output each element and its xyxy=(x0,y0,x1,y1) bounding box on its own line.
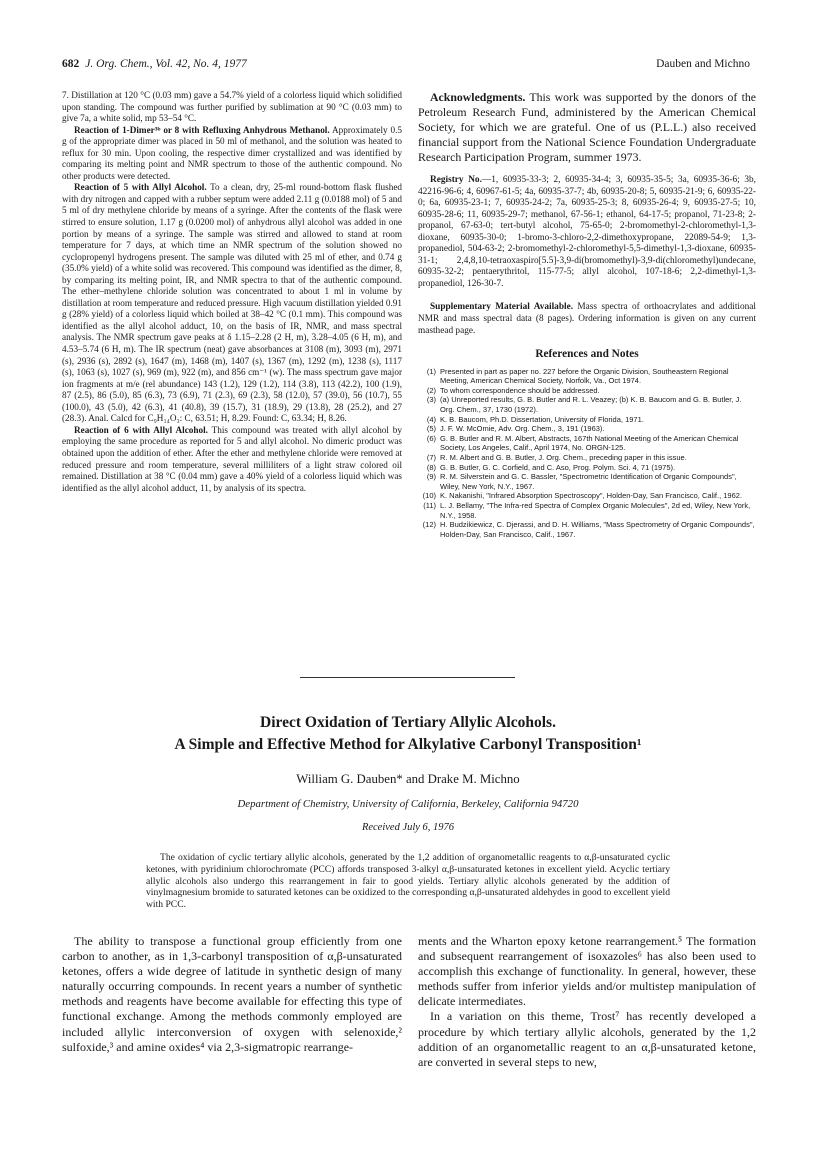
reference-number: (7) xyxy=(426,453,436,462)
reference-item xyxy=(418,424,756,434)
section-divider xyxy=(300,677,515,678)
reference-number: (6) xyxy=(426,433,436,443)
experimental-paragraph: Reaction of 1-Dimer³ᵇ or 8 with Refluxing Anhydrous Methanol. Approximately 0.5 g of the appropriate dimer was placed in 50 ml of methanol, and the solution was heated to reflux for 30 min. Upon cooling, the respective dimer crystallized and was identified by comparing its melting point and NMR spectrum to those of the authentic compound. No other products were detected. xyxy=(62,124,402,181)
section-heading: Reaction of 5 with Allyl Alcohol. xyxy=(74,182,207,193)
reference-number: (5) xyxy=(426,424,436,434)
registry-numbers: Registry No.—1, 60935-33-3; 2, 60935-34-4; 3, 60935-35-5; 3a, 60935-36-6; 3b, 42216-96-6; 4, 60967-61-5; 4a, 60935-37-7; 4b, 60935-20-8; 5, 60935-21-9; 6, 60935-22-0; 6a, 60935-23-1; 7, 60935-24-2; 7a, 60935-25-3; 8, 60935-26-4; 9, 60935-27-5; 10, 60935-28-6; 11, 60935-29-7; methanol, 67-56-1; ethanol, 64-17-5; propanol, 71-23-8; 2-propanol, 67-63-0; tert-butyl alcohol, 75-65-0; 2-bromomethyl-2-chloromethyl-1,3-dioxane, 60935-30-0; 1-bromo-3-chloro-2,2-dimethoxypropane, 22089-54-9; 1,3-propanediol, 504-63-2; 2-bromomethyl-2-chloromethyl-5,5-dimethyl-1,3-dioxane, 60935-31-1; 2,4,8,10-tetraoxaspiro[5.5]-3,9-di(bromomethyl)-3,9-di(chloromethyl)undecane, 60935-32-2; pentaerythritol, 115-77-5; allyl alcohol, 107-18-6; 2,2-dimethyl-1,3-propanediol, 126-30-7. xyxy=(418,175,756,289)
reference-item xyxy=(418,395,756,414)
reference-item xyxy=(418,434,756,453)
right-column xyxy=(418,90,756,539)
received-date: Received July 6, 1976 xyxy=(361,822,455,833)
affiliation: Department of Chemistry, University of California, Berkeley, California 94720 xyxy=(237,798,579,810)
reference-number: (10) xyxy=(422,491,436,501)
body-paragraph: ments and the Wharton epoxy ketone rearrangement.⁵ The formation and subsequent rearrangement of isoxazoles⁶ has also been used to accomplish this exchange of functionality. In general, however, these methods suffer from inferior yields and/or multistep manipulation of delicate intermediates. xyxy=(418,934,756,1009)
acknowledgments: Acknowledgments. This work was supported by the donors of the Petroleum Research Fund, administered by the American Chemical Society, for which we are grateful. One of us (P.L.L.) also received financial support from the National Science Foundation Undergraduate Research Participation Program, summer 1973. xyxy=(418,90,756,164)
reference-text: R. M. Silverstein and G. C. Bassler, "Spectrometric Identification of Organic Compounds", Wiley, New York, N.Y., 1967. xyxy=(440,472,737,491)
experimental-paragraph: Reaction of 5 with Allyl Alcohol. To a clean, dry, 25-ml round-bottom flask flushed with dry nitrogen and capped with a rubber septum were added 2.11 g (0.0188 mol) of 5 and 5 ml of dry methylene chloride by means of a syringe. After the contents of the flask were stirred to ensure solution, 1.17 g (0.0200 mol) of anhydrous allyl alcohol was added in one portion by means of a syringe. The sample was stirred and allowed to stand at room temperature for 7 days, at which time an NMR spectrum of the solution showed no cyclopropenyl hydrogens present. The sample was diluted with 25 ml of ether, and 0.74 g (35.0% yield) of a white solid was recovered. This compound was identified as the dimer, 8, by comparing its melting point, IR, and NMR spectra to that of the authentic compound. The ether–methylene chloride solution was concentrated to about 1 ml in volume by distillation at room temperature and reduced pressure. High vacuum distillation yielded 0.91 g (28% yield) of a colorless liquid which boiled at 38–42 °C (0.1 mm). This compound was identified as the allyl alcohol adduct, 10, on the basis of IR, NMR, and mass spectral analysis. The NMR spectrum gave peaks at δ 1.15–2.28 (2 H, m), 3.28–4.05 (6 H, m), and 4.53–5.74 (6 H, m). The IR spectrum (neat) gave absorbances at 3108 (m), 3093 (m), 2971 (s), 2936 (s), 2892 (s), 1647 (m), 1468 (m), 1407 (s), 1367 (m), 1292 (m), 1238 (s), 1117 (s), 1063 (s), 1027 (s), 969 (m), 922 (m), and 856 cm⁻¹ (w). The mass spectrum gave major ion fragments at m/e (rel abundance) 143 (1.2), 129 (1.2), 114 (3.8), 113 (42.2), 100 (1.9), 87 (2.5), 86 (5.0), 85 (6.3), 73 (6.9), 71 (2.3), 69 (2.3), 58 (12.0), 57 (39.0), 56 (10.7), 55 (100.0), 43 (5.0), 42 (6.3), 41 (40.8), 39 (15.7), 31 (18.9), 29 (13.8), 28 (25.2), and 27 (28.3). Anal. Calcd for C₉H₁₄O₃: C, 63.51; H, 8.29. Found: C, 63.34; H, 8.26. xyxy=(62,182,402,424)
left-experimental-column xyxy=(62,90,402,494)
reference-number: (3) xyxy=(426,395,436,405)
journal-citation: J. Org. Chem., Vol. 42, No. 4, 1977 xyxy=(85,58,247,70)
article-subtitle: A Simple and Effective Method for Alkylative Carbonyl Transposition¹ xyxy=(174,736,642,753)
reference-number: (1) xyxy=(426,366,436,376)
reference-text: R. M. Albert and G. B. Butler, J. Org. Chem., preceding paper in this issue. xyxy=(440,453,687,462)
reference-number: (12) xyxy=(422,520,436,530)
reference-text: K. Nakanishi, "Infrared Absorption Spectroscopy", Holden-Day, San Francisco, Calif., 1962. xyxy=(440,491,742,501)
reference-item xyxy=(418,463,756,473)
supplementary-material: Supplementary Material Available. Mass spectra of orthoacrylates and additional NMR and mass spectral data (8 pages). Ordering information is given on any current masthead page. xyxy=(418,302,757,336)
experimental-paragraph: Reaction of 6 with Allyl Alcohol. This compound was treated with allyl alcohol by employing the same procedure as reported for 5 and allyl alcohol. No dimeric product was obtained upon the addition of ether. After the ether and methylene chloride were removed at reduced pressure and room temperature, several milliliters of a light straw colored oil remained. Distillation at 38 °C (0.04 mm) gave a 40% yield of a colorless liquid which was identified as the allyl alcohol adduct, 11, by analysis of its spectra. xyxy=(62,424,402,493)
body-right-column xyxy=(418,934,756,1070)
reference-item xyxy=(418,367,756,386)
reference-item xyxy=(418,491,756,501)
experimental-paragraph: 7. Distillation at 120 °C (0.03 mm) gave a 54.7% yield of a colorless liquid which solidified upon standing. The compound was further purified by sublimation at 90 °C (0.03 mm) to give 7a, a white solid, mp 53–54 °C. xyxy=(62,90,402,124)
reference-text: G. B. Butler, G. C. Corfield, and C. Aso, Prog. Polym. Sci. 4, 71 (1975). xyxy=(440,462,676,472)
reference-text: K. B. Baucom, Ph.D. Dissertation, University of Florida, 1971. xyxy=(440,414,644,424)
reference-text: To whom correspondence should be addressed. xyxy=(440,385,600,395)
body-paragraph: The ability to transpose a functional group efficiently from one carbon to another, as in 1,3-carbonyl transposition of α,β-unsaturated ketones, offers a wide degree of latitude in synthetic design of many naturally occurring compounds. In recent years a number of synthetic methods and reagents have become available for effecting this type of functional exchange. Among the methods commonly employed are included allylic interconversion of oxygen with selenoxide,² sulfoxide,³ and amine oxides⁴ via 2,3-sigmatropic rearrange- xyxy=(62,934,402,1054)
references-heading: References and Notes xyxy=(535,348,639,361)
reference-item xyxy=(418,386,756,396)
article-authors: William G. Dauben* and Drake M. Michno xyxy=(296,772,520,786)
reference-number: (9) xyxy=(426,472,436,482)
abstract: The oxidation of cyclic tertiary allylic alcohols, generated by the 1,2 addition of organometallic reagents to α,β-unsaturated cyclic ketones, with pyridinium chlorochromate (PCC) affords transposed 3-alkyl α,β-unsaturated ketones in excellent yield. Acyclic tertiary allylic alcohols also undergo this rearrangement in fair to good yields. Tertiary allylic alcohols generated by the addition of vinylmagnesium bromide to saturated ketones can be oxidized to the corresponding α,β-unsaturated aldehydes in good to excellent yield with PCC. xyxy=(146,852,670,911)
page-number: 682 xyxy=(62,58,80,70)
reference-text: Presented in part as paper no. 227 before the Organic Division, Southeastern Regional Meeting, American Chemical Society, Norfolk, Va., Oct 1974. xyxy=(440,366,729,386)
reference-text: J. F. W. McOmie, Adv. Org. Chem., 3, 191 (1963). xyxy=(440,424,605,434)
reference-text: H. Budzikiewicz, C. Djerassi, and D. H. Williams, "Mass Spectrometry of Organic Compounds", Holden-Day, San Francisco, Calif., 1967. xyxy=(440,520,755,539)
reference-item xyxy=(418,472,756,491)
reference-item xyxy=(418,453,756,463)
reference-number: (4) xyxy=(426,414,436,424)
reference-number: (11) xyxy=(423,500,436,510)
reference-item xyxy=(418,415,756,425)
section-heading: Reaction of 6 with Allyl Alcohol. xyxy=(74,424,208,435)
body-left-column xyxy=(62,934,402,1055)
article-title: Direct Oxidation of Tertiary Allylic Alcohols. xyxy=(260,714,556,731)
reference-text: G. B. Butler and R. M. Albert, Abstracts, 167th National Meeting of the American Chemical Society, Los Angeles, Calif., April 1974, No. ORGN-125. xyxy=(440,433,739,453)
section-heading: Reaction of 1-Dimer³ᵇ or 8 with Refluxing Anhydrous Methanol. xyxy=(74,124,330,135)
reference-number: (2) xyxy=(426,385,436,395)
reference-number: (8) xyxy=(426,462,436,472)
references-list xyxy=(418,367,756,540)
body-paragraph: In a variation on this theme, Trost⁷ has recently developed a procedure by which tertiary allylic alcohols, generated by the 1,2 addition of an organometallic reagent to an α,β-unsaturated ketone, are converted in several steps to new, xyxy=(418,1009,756,1069)
reference-item xyxy=(418,520,756,539)
reference-item xyxy=(418,501,756,520)
reference-text: L. J. Bellamy, "The Infra-red Spectra of Complex Organic Molecules", 2d ed, Wiley, New York, N.Y., 1958. xyxy=(440,500,751,520)
running-header-left xyxy=(62,58,247,70)
running-header-authors: Dauben and Michno xyxy=(656,58,750,70)
reference-text: (a) Unreported results, G. B. Butler and R. L. Veazey; (b) K. B. Baucom and G. B. Butler, J. Org. Chem., 37, 1730 (1972). xyxy=(440,395,742,415)
